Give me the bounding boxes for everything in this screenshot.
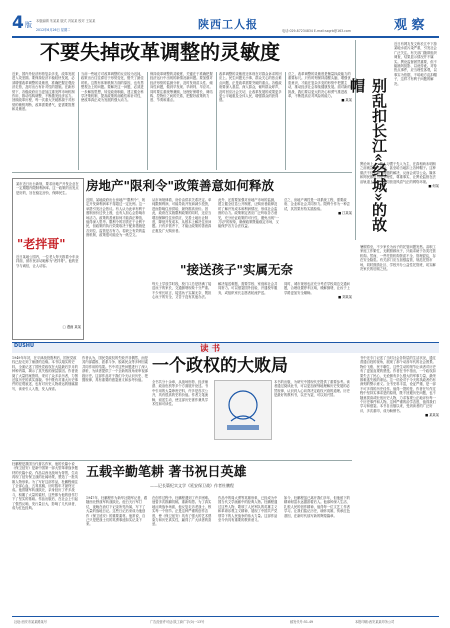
lead-col-1: 近来，国内外经济形势复杂多变，改革发展进入攻坚期。要保持经济平稳较快发展，必须增强改革调整的灵敏度，准确把握宏观经济走势，及时出台有针对性的措施。在新形势下，各级政府应当更加注重发挥市场机制作用，推动结构调整，不断激发经济活力。回顾改革历程，每一次重大突破都源于对形势的敏锐判断，改革需要勇气，更需要智慧和灵敏度。 — [12, 72, 75, 112]
dushu-col-3: 全书共分十余章，从战场形势、经济崩溃、政治危机等多个方面展开论述。书中引用的大量珍贵史料，许多是首次公开，具有很高的史料价值。作者文笔流畅，叙述生动，使这部历史著作兼具学术性和可读性。 — [152, 380, 209, 407]
dushu-title: 读 书 — [200, 344, 220, 354]
dushu-label: DUSHU — [14, 343, 35, 349]
dushu-band — [12, 342, 439, 353]
footer-middle-2: 邮发代号:51-49 — [290, 620, 314, 624]
page-number: 4 — [12, 13, 24, 33]
section-title: 观 察 — [394, 18, 425, 33]
article3-col-3: 同时，城市规划也应充分考虑学校周边交通问题，合理设置停车区域，缓解拥堵，让孩子上学路更加安全顺畅。 ■ 刘某某 — [284, 282, 352, 300]
dushu-lower-col-4: 作品中的周大勇等英雄形象，已经成为中国当代文学画廊中的经典人物。杜鹏程通过这些人物，歌颂了人民军队的英雄主义和革命乐观主义精神，展现了中国共产党领导下的人民战争的伟大力量。这部作品至今仍具有重要的教育意义。 — [218, 496, 278, 523]
dushu-col-2: 作者认为，国民党政权的失败并非偶然，而是其内部腐败、派系斗争、脱离民众等多种因素共同作用的结果。书中对这些问题进行了深入剖析，为读者提供了一个全新的视角来审视那段历史。这部作品对于我们今天认识历史、把握规律，具有重要的借鉴意义和参考价值。 — [82, 356, 148, 383]
lead-byline: ■ 某某 — [341, 98, 352, 103]
editor-line: 本版编辑 朱某某 版式 冯某某 校对 王某某 — [36, 19, 96, 23]
dushu-lower-col-3: 在创作过程中，杜鹏程遇到了许多困难。他曾多次推翻初稿，重新构思。为了真实地反映战争场面，他反复走访老战士，核实每一个细节。正是这种严谨的创作态度，使《保卫延安》具有了强大的艺术感染力和历史真实性，赢得了广大读者的喜爱。 — [152, 496, 212, 527]
dushu-lower-col-2: 1947年，杜鹏程作为新华社随军记者，跟随西北野战军转战陕北。他白天行军打仗，夜晚在油灯下记录所见所闻，写下了大量的战地日记。这些日记后来成为他创作《保卫延安》的重要素材。他常说，自己只是把战士们的英勇事迹如实记录下来。 — [86, 496, 148, 527]
masthead-rule — [12, 36, 439, 38]
sidebar-byline: ■ 何某 — [428, 184, 439, 189]
article3-col-1: 每天上学放学时段，校门口总是挤满了接送孩子的家长，交通拥堵现象十分严重。不少家长坦言，接送孩子实属无奈，既担心孩子的安全，又苦于没有其他办法。 — [152, 282, 212, 300]
lead-col-4: 改革调整的灵敏度还体现在对群众诉求的回应上。民生问题无小事，群众关心的热点难点问题，正是改革需要突破的重点。各级政府要深入基层、深入群众，倾听群众呼声，及时回应社会关切，让改革发展的成果更多更公平地惠及全体人民，增强群众的获得感。 — [219, 72, 282, 103]
lead-col-3: 保持改革调整的灵敏度，关键在于准确把握经济运行中出现的新情况新问题。要加强对经济形势的监测分析，及时发现苗头性、倾向性问题，做到早发现、早研判、早应对。同时要注重统筹兼顾，处理好保增长、调结构、控物价之间的关系，把握好政策的力度、节奏和重点。 — [150, 72, 213, 103]
paper-name: 陕西工人报 — [198, 18, 258, 31]
dushu-subheadline-note: ——记长篇纪实文学《延安保卫战》作者杜鹏程 — [150, 483, 234, 488]
footer-left: 社址:西安市某某路某号 — [14, 620, 47, 624]
article2-headline: 房地产"限利令"政策善意如何释放 — [86, 178, 275, 193]
commentary-title: "老拌哥" — [17, 237, 66, 251]
masthead — [12, 14, 442, 36]
dushu-col-5: 书中还专门记述了当时社会各阶层的生活状况，通过普通百姓的视角，展现了那个动荡年代的社会图景。物价飞涨、民不聊生，这些生动的细节让读者对历史有了更加直观的感受。作者在书中指出，一个政权如果失去了民心，无论拥有多么强大的军事力量，最终都难逃失败的命运。这一结论对于今天的执政者仍有深刻的警示意义。全书史料丰富，论证严谨，是一部不可多得的历史佳作。值得一提的是，作者在写作过程中坚持实事求是的原则，既不回避历史问题，也不随意拔高或贬低历史人物，力求客观公正地评价每一个历史事件和人物。这种严谨的治学态度，值得我们学习和借鉴。本书自出版以来，受到读者的广泛好评，多次重印，成为畅销书。 ■ 某某某 — [360, 356, 439, 418]
dushu-byline: ■ 某某某 — [424, 413, 439, 418]
dushu-headline: 一个政权的大败局 — [152, 356, 288, 376]
page-label: 版 — [25, 21, 32, 29]
sidebar-col-a: 近日有网友发文称长江中下游某地水质污染严重，引发社会广泛关注。有关部门随即组织调查，结果显示情况并不属实。舆论监督固然重要，但不能捕风捉影、以讹传讹。对待热点事件，应当理性客观，以事实为依据，不给地方乱扣帽子，这样才有利于问题的解决。 — [394, 42, 437, 86]
right-mid-col: 暑假将至，不少家长为孩子的托管问题发愁。双职工家庭工作繁忙，无暇照顾孩子，只能求助于各类托管机构。然而，一些托管机构资质不全、管理混乱，存在安全隐患。有关部门应当加强监管，规范托管市场，同时鼓励社区、学校开办公益性托管班，切实解决家长的后顾之忧。 — [360, 245, 436, 272]
book-cover-image — [214, 380, 272, 440]
dushu-col-4: 本书的出版，为研究中国现代史提供了重要参考。读者通过阅读此书，可以更加深刻地理解历史发展的必然规律，认识到人心向背决定政权兴衰的道理。历史是最好的教科书，以史为鉴，可以知兴替。 — [274, 380, 350, 398]
lead-headline: 不要失掉改革调整的灵敏度 — [40, 40, 280, 64]
article3-headline: "接送孩子"实属无奈 — [180, 262, 294, 277]
date-line: 2012年6月26日 星期二 — [36, 28, 71, 32]
commentary-body: 近日某地公园内，一位老人每天推着小车卖拌面，被市民亲切地称为"老拌哥"。他的坚守与诚信，让人动容。 — [16, 255, 79, 268]
sidebar-col-b: 舆论场上，一些人习惯于先入为主，在真相尚未明朗之前就急于下结论，甚至给当地扣上各种帽子。这种做法不仅无助于问题的解决，反而会误导公众。媒体和网民都应当坚守理性，尊重事实，让舆论监督在法治轨道上运行，共同营造风清气正的网络环境。 ■ 何某 — [360, 162, 439, 189]
footer-right: 本报印刷:西安某某印务公司 — [355, 620, 395, 624]
article3-byline: ■ 刘某某 — [337, 295, 352, 300]
article2-byline: ■ 江某某 — [337, 211, 352, 216]
dushu-subheadline: 五载辛勤笔耕 著书祝日英雄 — [86, 465, 247, 480]
article2-col-3: 此外，还需要加强对房地产市场的监测，建立健全信息公开制度，让购房者能够及时了解开发成本和利润情况，形成社会监督的合力。政策制定者应广泛听取各方意见，充分论证政策的可行性，避免出现"一刀切"的现象，确保政策既能稳定市场，又能保护各方合法权益。 — [218, 198, 279, 229]
article2-col-4: 总之，房地产调控是一项系统工程，需要政府、企业和社会共同努力。限利令作为一种尝试，其效果有待实践检验。 ■ 江某某 — [284, 198, 352, 216]
dushu-lower-col-5: 如今，杜鹏程虽已离开我们多年，但他留下的精神财富永远激励着后人。他那种深入生活、扎根人民的创作精神，值得每一位文艺工作者学习。让我们铭记历史，缅怀英雄，传承红色基因，在新时代续写新的辉煌篇章。 — [284, 496, 350, 518]
sidebar-vertical-title: 别乱扣长江«经城»的故帽 — [348, 78, 388, 232]
book-cover-illustration — [215, 381, 271, 439]
commentary-byline: □ 漫画 某某 — [62, 325, 81, 329]
lead-col-2: 当前一些地方对改革调整的反应较为迟钝，政策出台往往滞后于形势变化，错失了最佳时机。这既有体制机制方面的原因，也有思想观念上的问题。要解决这一问题，必须进一步解放思想，转变政府职能，建立健全科学决策机制，提高政策的前瞻性和针对性，使改革真正成为发展的强大动力。 — [81, 72, 144, 103]
dushu-lower-col-1: 杜鹏程是我国当代著名作家，他的长篇小说《保卫延安》是新中国第一部大型革命战争题材的长篇小说。作品以西北战场为背景，生动再现了延安保卫战的壮阔场景，塑造了一批英雄人物形象。为了写好这部作品，杜鹏程倾注了全部心血，五易其稿，历时数年才最终完成。他曾随军转战陕北，亲身经历了许多战斗，积累了大量的素材，这些都为他的创作打下了坚实的基础。作品出版后，在社会上引起了强烈反响，发行量巨大，影响了几代读者，成为红色经典。 — [12, 462, 78, 511]
dushu-col-1: 1949年年初，在平津战役胜利后，国民党政权已经走到了崩溃的边缘。本书以翔实的史料，全面记述了国民党政权在大陆最后岁月的种种内幕，揭示了其失败的深层原因。作者查阅了大量档案资料，采访了众多亲历者，力图还原历史的真实面貌。书中既有对重大历史事件的宏观叙述，也有对历史人物命运的细腻描写，读来引人入胜，发人深省。 — [12, 356, 78, 391]
contact-line: 电话:029-87234834 E-mail:sxgrb@163.com — [282, 29, 351, 33]
footer-middle-1: 广告经营许可证:陕工商广字(0)一13号 — [150, 620, 205, 624]
lead-col-5: 总之，改革调整的灵敏度是衡量执政能力的重要标尺。只有时刻保持清醒头脑，增强忧患意识，才能在复杂多变的形势中把握主动，推动经济社会持续健康发展。面对新的挑战，我们要以更大的决心和勇气推进改革，不断提高应对风险的能力。 ■ 某某 — [288, 72, 352, 103]
article2-col-1: 近期，某地政府出台房地产"限利令"，规定开发商利润率不得超过一定比例。这一举措引发社会热议。有人认为此举有利于遏制房价过快上涨，也有人担心会影响市场活力。政策的善意如何才能真正释放，值得深入思考。限利令的初衷在于让利于民，但政策的执行效果取决于配套措施是否到位，监管是否有力。若缺乏有效的监督机制，政策很可能沦为一纸空文。 — [86, 198, 146, 238]
article2-col-2: 从市场规律看，房价由供求关系决定。单纯限制利润，可能导致开发商减少投资，进而影响住房供给，最终推高房价。因此，政府在实施限利政策的同时，还应当增加保障性住房供应，完善土地出让制度，降低开发成本，从根本上解决住房问题。只有多管齐下，才能让政策的善意真正惠及广大购房者。 — [152, 198, 212, 233]
commentary-box: 某市近日出台新规，要求房地产开发企业在一定期限内限制利润率。这一政策的出发点是好的，旨在稳定房价，保障民生。 "老拌哥" 近日某地公园内，一位老人每天推着小车卖拌面，被市民亲切地称为"老拌哥"。他的坚守与诚信，让人动容。 □ 漫画 某某 — [12, 178, 84, 340]
article3-col-2: 解决接送难题，需要学校、家庭和社会共同努力。可以借鉴国外经验，开通校车服务，或组织家长志愿者轮流护送。 — [218, 282, 278, 295]
